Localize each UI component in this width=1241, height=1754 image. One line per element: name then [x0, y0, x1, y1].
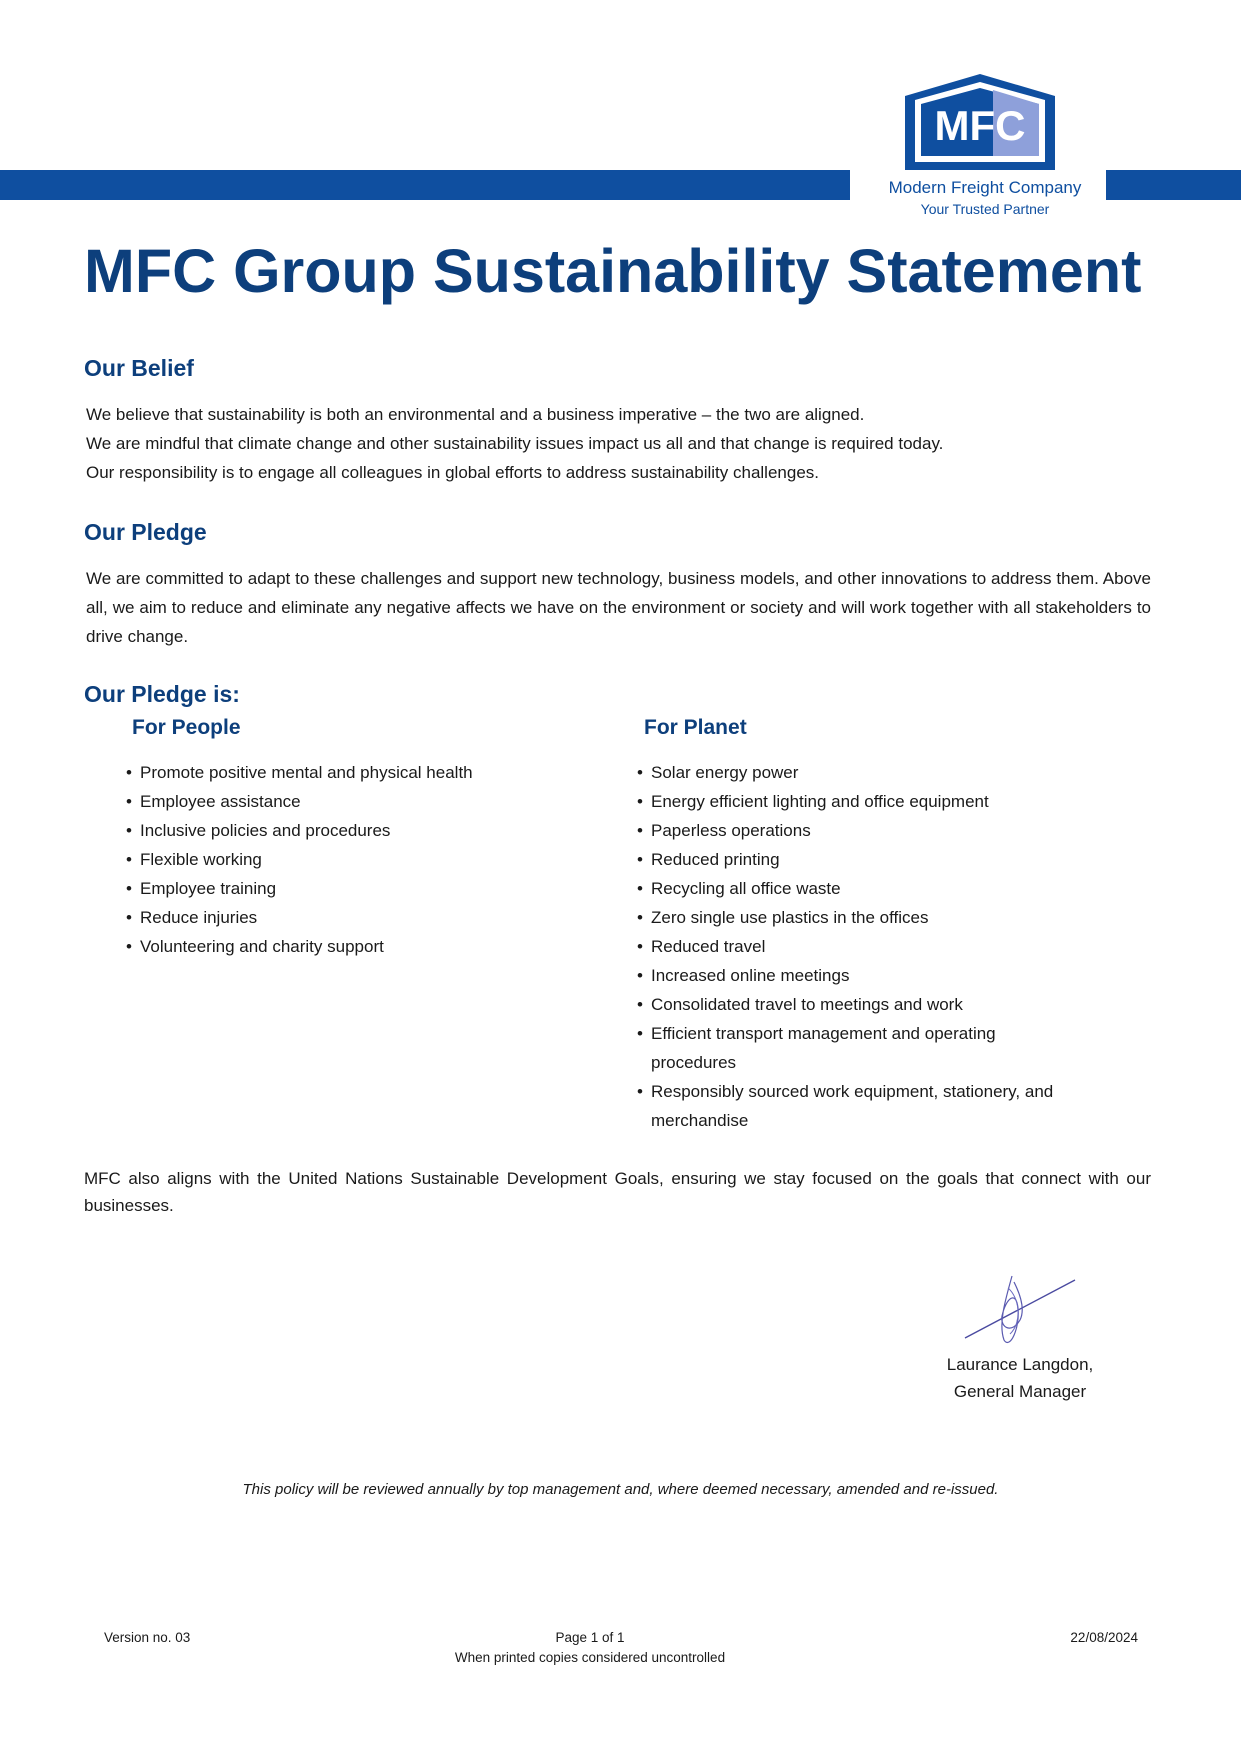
list-item: • Employee assistance — [126, 787, 566, 816]
belief-line: We are mindful that climate change and other sustainability issues impact us all and that change is required today. — [86, 434, 944, 453]
pledge-paragraph: We are committed to adapt to these challenges and support new technology, business models, and other innovations to address them. Above all, we aim to reduce and eliminate any negative affects we have on the environment or society and will work together with all stakeholders to drive change. — [86, 569, 1151, 646]
footer-page-number: Page 1 of 1 — [555, 1630, 625, 1645]
list-item: • Promote positive mental and physical health — [126, 758, 566, 787]
for-planet-heading: For Planet — [644, 716, 747, 739]
list-item: • Inclusive policies and procedures — [126, 816, 566, 845]
header-band-right — [1106, 170, 1241, 200]
list-item: • Flexible working — [126, 845, 566, 874]
list-item: • Recycling all office waste — [637, 874, 1067, 903]
pledge-is-heading: Our Pledge is: — [84, 681, 240, 707]
list-item: • Volunteering and charity support — [126, 932, 566, 961]
company-tagline: Your Trusted Partner — [920, 201, 1050, 217]
company-name: Modern Freight Company — [888, 178, 1082, 197]
footer-uncontrolled-note: When printed copies considered uncontrolled — [454, 1650, 726, 1665]
belief-text — [86, 400, 1151, 487]
list-item: • Responsibly sourced work equipment, stationery, and merchandise — [637, 1077, 1067, 1135]
list-item: • Increased online meetings — [637, 961, 1067, 990]
list-item: • Efficient transport management and operating procedures — [637, 1019, 1067, 1077]
review-note: This policy will be reviewed annually by top management and, where deemed necessary, amended and re-issued. — [242, 1481, 999, 1498]
signatory — [920, 1351, 1120, 1405]
list-item: • Reduce injuries — [126, 903, 566, 932]
page-title: MFC Group Sustainability Statement — [84, 237, 1142, 305]
belief-line: Our responsibility is to engage all colleagues in global efforts to address sustainability challenges. — [86, 463, 820, 482]
list-item: • Reduced travel — [637, 932, 1067, 961]
list-item: • Paperless operations — [637, 816, 1067, 845]
footer-date: 22/08/2024 — [1070, 1630, 1138, 1645]
pledge-heading: Our Pledge — [84, 519, 207, 545]
header-band-left — [0, 170, 850, 200]
belief-line: We believe that sustainability is both an environmental and a business imperative – the two are aligned. — [86, 405, 865, 424]
footer-version: Version no. 03 — [104, 1630, 191, 1645]
signatory-name: Laurance Langdon, — [946, 1355, 1094, 1374]
mfc-logo-mark — [905, 74, 1055, 170]
sdg-text — [84, 1165, 1151, 1219]
belief-heading: Our Belief — [84, 355, 194, 381]
list-item: • Energy efficient lighting and office equipment — [637, 787, 1067, 816]
list-item: • Zero single use plastics in the offices — [637, 903, 1067, 932]
company-logo — [870, 74, 1100, 224]
pledge-text — [86, 564, 1151, 651]
logo-letters: MFC — [934, 102, 1026, 149]
list-item: • Reduced printing — [637, 845, 1067, 874]
planet-list — [637, 758, 1067, 1135]
signature-image — [960, 1268, 1080, 1348]
list-item: • Employee training — [126, 874, 566, 903]
footer-page-info — [420, 1628, 760, 1668]
signatory-role: General Manager — [953, 1382, 1087, 1401]
list-item: • Solar energy power — [637, 758, 1067, 787]
sdg-paragraph: MFC also aligns with the United Nations Sustainable Development Goals, ensuring we stay focused on the goals that connect with our businesses. — [84, 1169, 1151, 1215]
for-people-heading: For People — [132, 716, 241, 739]
list-item: • Consolidated travel to meetings and work — [637, 990, 1067, 1019]
people-list — [126, 758, 566, 961]
